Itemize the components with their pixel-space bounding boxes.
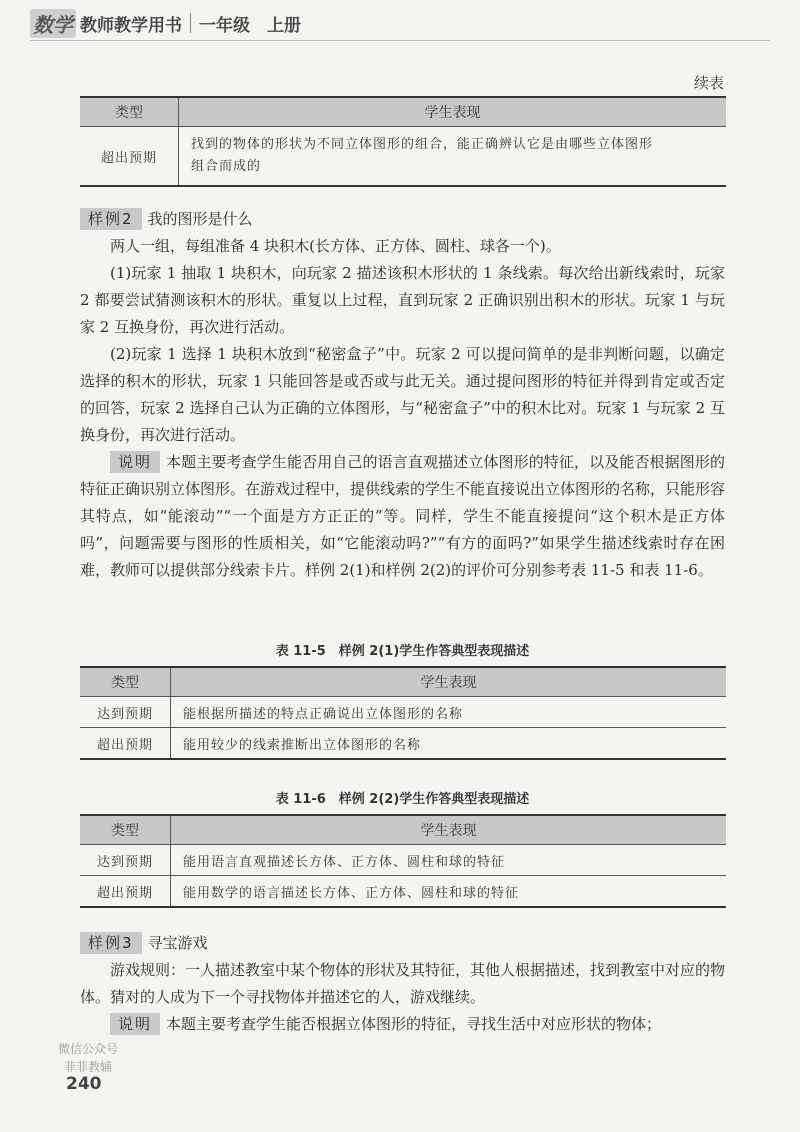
row-type: 超出预期 — [80, 728, 171, 760]
example2-p3: (2)玩家 1 选择 1 块积木放到“秘密盒子”中。玩家 2 可以提问简单的是非判断问题，以确定选择的积木的形状，玩家 1 只能回答是或否或与此无关。通过提问图形的特征并得到肯定或否定的回答，玩家 2 选择自己认为正确的立体图形，与“秘密盒子”中的积木比对。玩家 1 与玩家 2 互换身份，再次进行活动。 — [80, 345, 725, 444]
example3-section — [80, 930, 725, 1038]
row-type: 超出预期 — [80, 876, 171, 908]
table-header-row — [80, 815, 726, 845]
row-desc-line1: 找到的物体的形状为不同立体图形的组合，能正确辨认它是由哪些立体图形 — [191, 137, 654, 152]
example2-title: 我的图形是什么 — [147, 210, 253, 228]
table-11-5 — [80, 666, 726, 760]
row-desc: 能用数学的语言描述长方体、正方体、圆柱和球的特征 — [183, 885, 520, 901]
math-logo: 数学 — [30, 9, 76, 38]
note2-paragraph — [80, 1011, 725, 1038]
row-desc: 能用较少的线索推断出立体图形的名称 — [183, 737, 422, 753]
continued-label: 续表 — [693, 74, 724, 92]
example2-section — [80, 206, 725, 584]
note1-paragraph — [80, 449, 725, 584]
table-header-row — [80, 97, 726, 127]
row-type: 达到预期 — [80, 845, 171, 876]
table-row — [80, 728, 726, 760]
continued-table — [80, 96, 726, 187]
example3-tag: 样例3 — [80, 932, 142, 954]
page-number: 240 — [66, 1074, 102, 1094]
table5-caption: 表 11-5 样例 2(1)学生作答典型表现描述 — [275, 644, 530, 659]
table-header-row — [80, 667, 726, 697]
page-header — [30, 6, 770, 41]
example3-title: 寻宝游戏 — [147, 934, 208, 952]
grade-label: 一年级 上册 — [199, 15, 301, 36]
example3-p1: 游戏规则：一人描述教室中某个物体的形状及其特征，其他人根据描述，找到教室中对应的物体。猜对的人成为下一个寻找物体并描述它的人，游戏继续。 — [80, 961, 726, 1006]
watermark-line2: 菲菲教辅 — [64, 1060, 113, 1074]
table-row — [80, 697, 726, 728]
note1-tag: 说明 — [110, 451, 160, 473]
watermark — [58, 1040, 118, 1076]
col-performance-header: 学生表现 — [171, 815, 727, 845]
watermark-line1: 微信公众号 — [58, 1042, 119, 1056]
example2-p2: (1)玩家 1 抽取 1 块积木，向玩家 2 描述该积木形状的 1 条线索。每次给出新线索时，玩家 2 都要尝试猜测该积木的形状。重复以上过程，直到玩家 2 正确识别出积木的形状。玩家 1 与玩家 2 互换身份，再次进行活动。 — [80, 264, 725, 336]
example3-heading — [80, 930, 725, 957]
note1-text: 本题主要考查学生能否用自己的语言直观描述立体图形的特征，以及能否根据图形的特征正确识别立体图形。在游戏过程中，提供线索的学生不能直接说出立体图形的名称，只能形容其特点，如“能滚动”“一个面是方方正正的”等。同样，学生不能直接提问“这个积木是正方体吗”，问题需要与图形的性质相关，如“它能滚动吗?”“有方的面吗?”如果学生描述线索时存在困难，教师可以提供部分线索卡片。样例 2(1)和样例 2(2)的评价可分别参考表 11-5 和表 11-6。 — [80, 453, 726, 579]
col-type-header: 类型 — [80, 97, 179, 127]
row-desc: 能根据所描述的特点正确说出立体图形的名称 — [171, 697, 727, 728]
row-desc-line2: 组合而成的 — [191, 159, 262, 174]
row-desc — [179, 127, 727, 187]
table-row — [80, 876, 726, 908]
col-type-header: 类型 — [80, 815, 171, 845]
table-row — [80, 845, 726, 876]
table6-caption: 表 11-6 样例 2(2)学生作答典型表现描述 — [275, 792, 530, 807]
row-type: 超出预期 — [80, 127, 179, 187]
example2-heading — [80, 206, 725, 233]
book-title: 教师教学用书 — [80, 15, 182, 36]
col-performance-header: 学生表现 — [171, 667, 727, 697]
note2-tag: 说明 — [110, 1013, 160, 1035]
col-type-header: 类型 — [80, 667, 171, 697]
header-divider — [190, 13, 191, 33]
row-type: 达到预期 — [80, 697, 171, 728]
note2-text: 本题主要考查学生能否根据立体图形的特征，寻找生活中对应形状的物体； — [166, 1015, 662, 1033]
table-11-6 — [80, 814, 726, 908]
example2-tag: 样例2 — [80, 208, 142, 230]
example2-p1: 两人一组，每组准备 4 块积木(长方体、正方体、圆柱、球各一个)。 — [110, 237, 561, 255]
row-desc: 能用语言直观描述长方体、正方体、圆柱和球的特征 — [171, 845, 727, 876]
table-row — [80, 127, 726, 187]
col-performance-header: 学生表现 — [179, 97, 727, 127]
